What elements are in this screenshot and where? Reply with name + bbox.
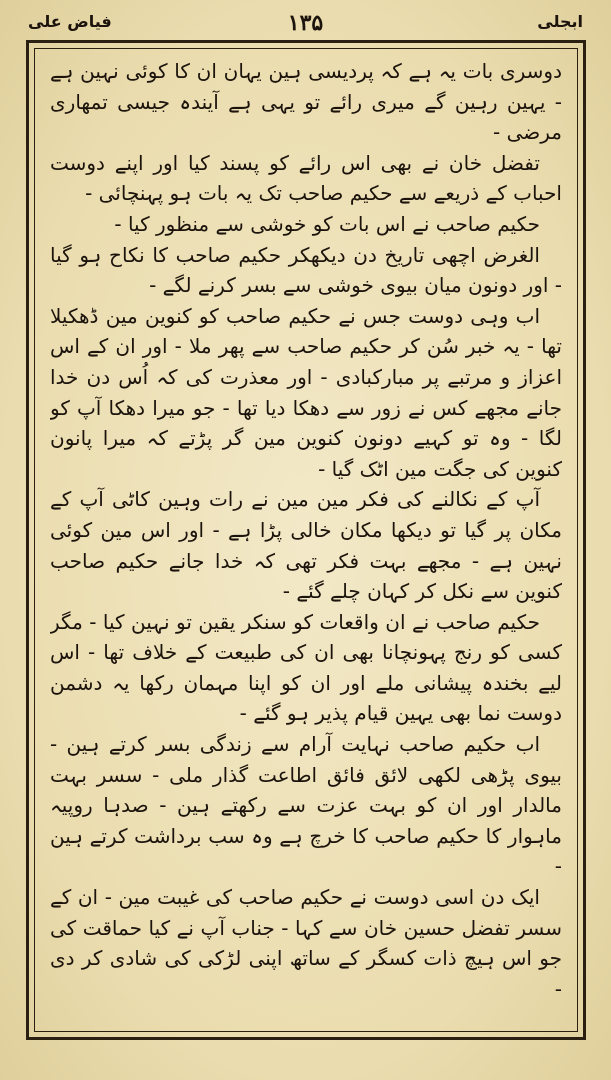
paragraph: آپ کے نکالنے کی فکر مین مین نے رات وہین کاٹی آپ کے مکان پر گیا تو دیکھا مکان خالی پڑا ہے - اور اس مین کوئی نہین ہے - مجھے بہت فکر تھی کہ خدا جانے حکیم صاحب کنوین سے نکل کر کہان چلے گئے - <box>50 487 562 604</box>
paragraph: تفضل خان نے بھی اس رائے کو پسند کیا اور اپنے دوست احباب کے ذریعے سے حکیم صاحب تک یہ بات ہو پہنچائی - <box>50 150 562 206</box>
paragraph: دوسری بات یہ ہے کہ پردیسی ہین یہان ان کا کوئی نہین ہے - یہین رہین گے میری رائے تو یہی ہے آیندہ جیسی تمھاری مرضی - <box>50 59 562 145</box>
running-author: فیاض علی <box>28 12 112 31</box>
paragraph: حکیم صاحب نے ان واقعات کو سنکر یقین تو نہین کیا - مگر کسی کو رنج پہونچانا بھی ان کی طبیعت کے خلاف تھا - اس لیے بخندہ پیشانی ملے اور ان کو اپنا مہمان رکھا یہ دشمن دوست نما بھی یہین قیام پذیر ہو گئے - <box>50 609 562 726</box>
body-text <box>50 56 562 1024</box>
page-number: ۱۳۵ <box>287 10 324 36</box>
page-header <box>28 10 583 40</box>
paragraph: ایک دن اسی دوست نے حکیم صاحب کی غیبت مین - ان کے سسر تفضل حسین خان سے کہا - جناب آپ نے کیا حماقت کی جو اس ہیچ ذات کسگر کے ساتھ اپنی لڑکی کی شادی کر دی - <box>50 885 562 1001</box>
paragraph: اب وہی دوست جس نے حکیم صاحب کو کنوین مین ڈھکیلا تھا - یہ خبر سُن کر حکیم صاحب سے پھر ملا - اور ان کے اس اعزاز و مرتبے پر مبارکبادی - اور معذرت کی کہ اُس دن خدا جانے مجھے کس نے زور سے دھکا دیا تھا - جو میرا دھکا آپ کو لگا - وہ تو کہیے دونون کنوین مین گر پڑتے کہ میرا پانون کنوین کی جگت مین اٹک گیا - <box>50 303 562 481</box>
running-title: ابجلی <box>537 12 583 31</box>
paragraph: حکیم صاحب نے اس بات کو خوشی سے منظور کیا - <box>114 211 540 236</box>
paragraph: الغرض اچھی تاریخ دن دیکھکر حکیم صاحب کا نکاح ہو گیا - اور دونون میان بیوی خوشی سے بسر کرنے لگے - <box>50 242 562 298</box>
paragraph: اب حکیم صاحب نہایت آرام سے زندگی بسر کرتے ہین - بیوی پڑھی لکھی لائق فائق اطاعت گذار ملی - سسر بہت مالدار اور ان کو بہت عزت سے رکھتے ہین - صدہا روپیہ ماہوار کا حکیم صاحب کا خرچ ہے وہ سب برداشت کرتے ہین - <box>50 732 562 879</box>
